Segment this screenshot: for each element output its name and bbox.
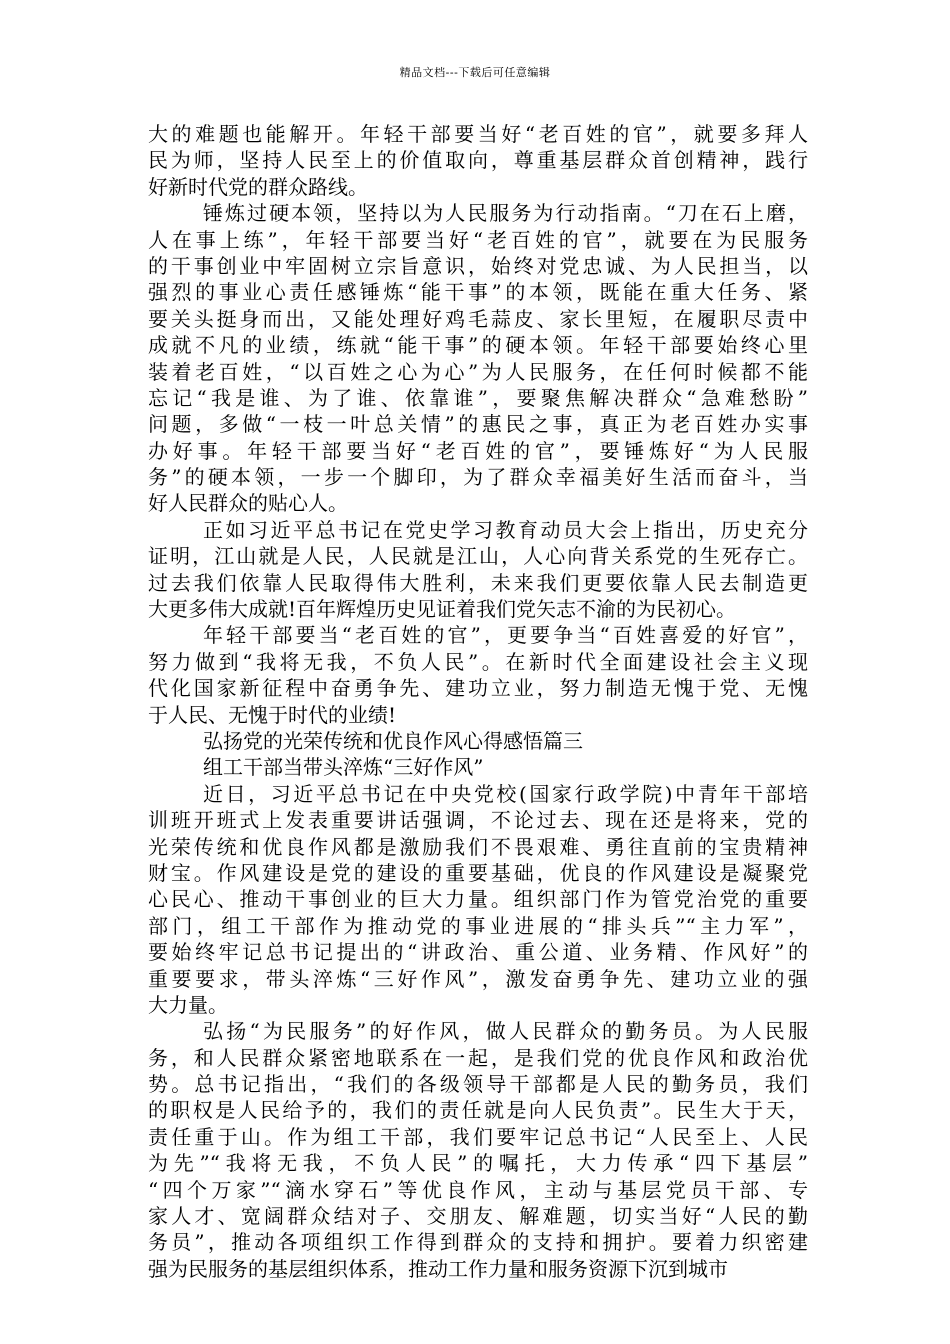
- text-line: 强烈的事业心责任感锤炼“能干事”的本领，既能在重大任务、紧: [148, 280, 808, 305]
- text-line: 组工干部当带头淬炼“三好作风”: [203, 755, 484, 780]
- text-line: 过去我们依靠人民取得伟大胜利，未来我们更要依靠人民去制造更: [148, 570, 808, 595]
- paragraph: [148, 622, 808, 728]
- text-line: 心民心、推动干事创业的巨大力量。组织部门作为管党治党的重要: [148, 887, 808, 912]
- page-header: 精品文档---下载后可任意编辑: [399, 66, 551, 79]
- text-line: 部门，组工干部作为推动党的事业进展的“排头兵”“主力军”，: [148, 913, 808, 938]
- text-line: 办好事。年轻干部要当好“老百姓的官”，要锤炼好“为人民服: [148, 438, 808, 463]
- text-line: 近日，习近平总书记在中央党校(国家行政学院)中青年干部培: [203, 781, 808, 806]
- text-line: 成就不凡的业绩，练就“能干事”的硬本领。年轻干部要始终心里: [148, 333, 808, 358]
- text-line: 努力做到“我将无我，不负人民”。在新时代全面建设社会主义现: [148, 649, 808, 674]
- text-line: 财宝。作风建设是党的建设的重要基础，优良的作风建设是凝聚党: [148, 860, 808, 885]
- text-line: 强为民服务的基层组织体系，推动工作力量和服务资源下沉到城市: [148, 1256, 728, 1281]
- text-line: 务”的硬本领，一步一个脚印，为了群众幸福美好生活而奋斗，当: [148, 465, 808, 490]
- text-line: 的职权是人民给予的，我们的责任就是向人民负责”。民生大于天，: [148, 1098, 808, 1123]
- text-line: 弘扬“为民服务”的好作风，做人民群众的勤务员。为人民服: [203, 1019, 808, 1044]
- paragraph: [148, 754, 808, 780]
- paragraph: [148, 517, 808, 623]
- text-line: 人在事上练”，年轻干部要当好“老百姓的官”，就要在为民服务: [148, 227, 808, 252]
- text-line: 锤炼过硬本领，坚持以为人民服务为行动指南。“刀在石上磨，: [203, 201, 808, 226]
- text-line: 于人民、无愧于时代的业绩!: [148, 702, 397, 727]
- text-line: 年轻干部要当“老百姓的官”，更要争当“百姓喜爱的好官”，: [203, 623, 808, 648]
- text-line: 民为师，坚持人民至上的价值取向，尊重基层群众首创精神，践行: [148, 148, 808, 173]
- text-line: 家人才、宽阔群众结对子、交朋友、解难题，切实当好“人民的勤: [148, 1204, 808, 1229]
- text-line: 训班开班式上发表重要讲话强调，不论过去、现在还是将来，党的: [148, 808, 808, 833]
- text-line: 代化国家新征程中奋勇争先、建功立业，努力制造无愧于党、无愧: [148, 676, 808, 701]
- text-line: 装着老百姓，“以百姓之心为心”为人民服务，在任何时候都不能: [148, 359, 808, 384]
- paragraph: [148, 728, 808, 754]
- text-line: 的干事创业中牢固树立宗旨意识，始终对党忠诚、为人民担当，以: [148, 253, 808, 278]
- text-line: 势。总书记指出，“我们的各级领导干部都是人民的勤务员，我们: [148, 1072, 808, 1097]
- text-line: 责任重于山。作为组工干部，我们要牢记总书记“人民至上、人民: [148, 1124, 808, 1149]
- text-line: 务员”，推动各项组织工作得到群众的支持和拥护。要着力织密建: [148, 1230, 808, 1255]
- text-line: 光荣传统和优良作风都是激励我们不畏艰难、勇往直前的宝贵精神: [148, 834, 808, 859]
- paragraph: [148, 200, 808, 517]
- text-line: 大力量。: [148, 992, 228, 1017]
- text-line: “四个万家”“滴水穿石”等优良作风，主动与基层党员干部、专: [148, 1177, 808, 1202]
- paragraph: [148, 121, 808, 200]
- paragraph: [148, 781, 808, 1019]
- text-line: 要关头挺身而出，又能处理好鸡毛蒜皮、家长里短，在履职尽责中: [148, 306, 808, 331]
- text-line: 问题，多做“一枝一叶总关情”的惠民之事，真正为老百姓办实事: [148, 412, 808, 437]
- text-line: 好人民群众的贴心人。: [148, 491, 348, 516]
- text-line: 为先”“我将无我，不负人民”的嘱托，大力传承“四下基层”: [148, 1151, 808, 1176]
- text-line: 弘扬党的光荣传统和优良作风心得感悟篇三: [203, 728, 583, 753]
- text-line: 证明，江山就是人民，人民就是江山，人心向背关系党的生死存亡。: [148, 544, 808, 569]
- text-line: 大更多伟大成就!百年辉煌历史见证着我们党矢志不渝的为民初心。: [148, 597, 737, 622]
- text-line: 要始终牢记总书记提出的“讲政治、重公道、业务精、作风好”的: [148, 940, 808, 965]
- document-body: [148, 121, 808, 1282]
- text-line: 大的难题也能解开。年轻干部要当好“老百姓的官”，就要多拜人: [148, 122, 808, 146]
- text-line: 正如习近平总书记在党史学习教育动员大会上指出，历史充分: [203, 517, 808, 542]
- text-line: 重要要求，带头淬炼“三好作风”，激发奋勇争先、建功立业的强: [148, 966, 808, 991]
- paragraph: [148, 1018, 808, 1282]
- text-line: 忘记“我是谁、为了谁、依靠谁”，要聚焦解决群众“急难愁盼”: [148, 385, 808, 410]
- text-line: 务，和人民群众紧密地联系在一起，是我们党的优良作风和政治优: [148, 1045, 808, 1070]
- text-line: 好新时代党的群众路线。: [148, 174, 368, 199]
